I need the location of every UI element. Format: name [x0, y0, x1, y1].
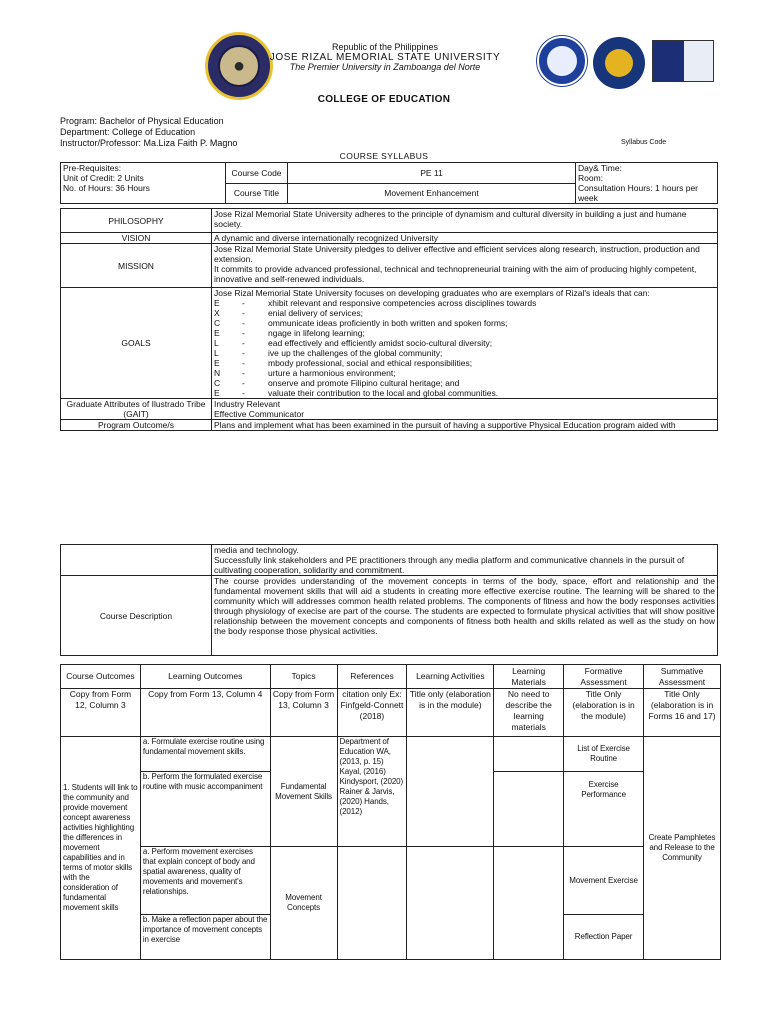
- units-label: Unit of Credit: 2 Units: [63, 173, 144, 183]
- outcomes-subheader-cell: citation only Ex: Finfgeld-Connett (2018): [337, 689, 407, 737]
- continuation-blank: [61, 545, 212, 576]
- goals-list: [214, 298, 715, 398]
- goal-letter: E: [214, 358, 220, 368]
- vmgo-table: [60, 208, 718, 431]
- goal-item: [214, 388, 715, 398]
- gait-label: Graduate Attributes of Ilustrado Tribe (GAIT): [61, 399, 212, 420]
- outcomes-header-cell: Learning Activities: [407, 665, 494, 689]
- goal-text: mbody professional, social and ethical responsibilities;: [268, 358, 473, 368]
- continuation-table: [60, 544, 718, 656]
- mission-label: MISSION: [61, 244, 212, 288]
- course-code-value: PE 11: [288, 163, 576, 184]
- course-description-label: Course Description: [61, 576, 212, 656]
- goal-item: [214, 358, 715, 368]
- syllabus-code-label: Syllabus Code: [621, 139, 667, 146]
- goal-dash: -: [242, 358, 245, 368]
- goal-letter: X: [214, 308, 220, 318]
- goal-dash: -: [242, 318, 245, 328]
- vision-text: A dynamic and diverse internationally recognized University: [212, 233, 718, 244]
- course-syllabus-title: COURSE SYLLABUS: [339, 151, 429, 161]
- goal-item: [214, 318, 715, 328]
- program-line: Program: Bachelor of Physical Education: [60, 116, 224, 126]
- outcomes-header-cell: Topics: [270, 665, 337, 689]
- philosophy-label: PHILOSOPHY: [61, 209, 212, 233]
- goal-item: [214, 308, 715, 318]
- goal-letter: L: [214, 348, 219, 358]
- prereq-label: Pre-Requisites:: [63, 163, 122, 173]
- goal-text: xhibit relevant and responsive competencies across disciplines towards: [268, 298, 537, 308]
- goal-item: [214, 338, 715, 348]
- course-description-text: The course provides understanding of the movement concepts in terms of the body, space, effort and relationship and the fundamental movement skills that will aid a students in creating more effective exercise routine. The learning will be shared to the community which will addresses common health related problems. The components of fitness and how the body responses activities through physiology of execise are part of the course. The students are expected to formulate physical activities that will show positive relationship between the movement concepts and components of fitness both health and skills related as well as the study on how the body response those physical activities.: [212, 576, 718, 656]
- goal-text: enial delivery of services;: [268, 308, 363, 318]
- outcomes-header-cell: Learning Outcomes: [140, 665, 270, 689]
- outcomes-subheader-cell: Title Only (elaboration is in Forms 16 and 17): [644, 689, 721, 737]
- goal-dash: -: [242, 368, 245, 378]
- goal-dash: -: [242, 298, 245, 308]
- goal-item: [214, 328, 715, 338]
- mission-text: [212, 244, 718, 288]
- goal-letter: E: [214, 298, 220, 308]
- course-info-right: [576, 163, 718, 204]
- outcomes-subheader-cell: Copy from Form 12, Column 3: [61, 689, 141, 737]
- iso-certification-logo: [652, 40, 714, 82]
- gait-item-2: Effective Communicator: [214, 409, 305, 419]
- outcomes-subheader-cell: Copy from Form 13, Column 3: [270, 689, 337, 737]
- aacup-logo: [593, 37, 645, 89]
- goal-letter: C: [214, 318, 221, 328]
- goal-dash: -: [242, 388, 245, 398]
- outcomes-subheader-row: [61, 689, 721, 737]
- topic-fundamental: Fundamental Movement Skills: [270, 737, 337, 847]
- goal-text: urture a harmonious environment;: [268, 368, 396, 378]
- goal-dash: -: [242, 348, 245, 358]
- goal-item: [214, 298, 715, 308]
- college-of-education-logo: [537, 36, 587, 86]
- gait-item-1: Industry Relevant: [214, 399, 281, 409]
- goal-text: ommunicate ideas proficiently in both written and spoken forms;: [268, 318, 508, 328]
- course-outcome-cell: 1. Students will link to the community and provide movement concept awareness activities highlighting the differences in movement capabilities and in terms of motor skills with the consideration of fundamental movement skills: [61, 737, 141, 960]
- activities-cell-2: [407, 847, 494, 960]
- formative-movement-exercise: Movement Exercise: [564, 847, 644, 915]
- program-outcome-cont: [212, 545, 718, 576]
- gait-text: [212, 399, 718, 420]
- goal-letter: E: [214, 388, 220, 398]
- goal-dash: -: [242, 308, 245, 318]
- references-cell: Department of Education WA, (2013, p. 15) Kayal, (2016) Kindysport, (2020) Rainer & Jarvis, (2020) Hands, (2012): [337, 737, 407, 847]
- learning-outcome-a1: a. Formulate exercise routine using fundamental movement skills.: [140, 737, 270, 772]
- goal-text: valuate their contribution to the local and global communities.: [268, 388, 499, 398]
- goals-text: [212, 288, 718, 399]
- goal-item: [214, 378, 715, 388]
- outcomes-header-cell: References: [337, 665, 407, 689]
- outcomes-subheader-cell: Title Only (elaboration is in the module): [564, 689, 644, 737]
- formative-exercise-performance: Exercise Performance: [564, 772, 644, 847]
- instructor-line: Instructor/Professor: Ma.Liza Faith P. Magno: [60, 138, 238, 148]
- university-name: JOSE RIZAL MEMORIAL STATE UNIVERSITY: [269, 52, 501, 63]
- outcomes-table: [60, 664, 721, 960]
- goal-letter: E: [214, 328, 220, 338]
- materials-cell-2: [494, 772, 564, 847]
- day-time-label: Day& Time:: [578, 163, 622, 173]
- goal-letter: L: [214, 338, 219, 348]
- program-outcome-text: Plans and implement what has been examined in the pursuit of having a supportive Physical Education program aided with: [212, 420, 718, 431]
- consultation-label: Consultation Hours: 1 hours per week: [578, 183, 699, 203]
- materials-cell-1: [494, 737, 564, 772]
- po-cont-line-1: media and technology.: [214, 545, 299, 555]
- department-line: Department: College of Education: [60, 127, 196, 137]
- republic-line: Republic of the Philippines: [331, 42, 439, 52]
- course-code-label: Course Code: [226, 163, 288, 184]
- goal-letter: C: [214, 378, 221, 388]
- mission-para-1: Jose Rizal Memorial State University pledges to deliver effective and efficient services along research, instruction, production and extension.: [214, 244, 700, 264]
- goal-item: [214, 348, 715, 358]
- outcomes-header-cell: Course Outcomes: [61, 665, 141, 689]
- college-title: COLLEGE OF EDUCATION: [317, 94, 451, 105]
- goal-text: onserve and promote Filipino cultural heritage; and: [268, 378, 460, 388]
- goal-dash: -: [242, 378, 245, 388]
- course-title-value: Movement Enhancement: [288, 183, 576, 204]
- formative-reflection-paper: Reflection Paper: [564, 915, 644, 960]
- outcomes-subheader-cell: Copy from Form 13, Column 4: [140, 689, 270, 737]
- room-label: Room:: [578, 173, 604, 183]
- formative-list-of-exercise: List of Exercise Routine: [564, 737, 644, 772]
- program-outcome-label: Program Outcome/s: [61, 420, 212, 431]
- goals-intro: Jose Rizal Memorial State University focuses on developing graduates who are exemplars of Rizal's ideals that can:: [214, 288, 650, 298]
- course-title-label: Course Title: [226, 183, 288, 204]
- goal-text: ngage in lifelong learning;: [268, 328, 365, 338]
- learning-outcome-b2: b. Make a reflection paper about the importance of movement concepts in exercise: [140, 915, 270, 960]
- goal-dash: -: [242, 328, 245, 338]
- outcomes-subheader-cell: No need to describe the learning materials: [494, 689, 564, 737]
- course-info-table: [60, 162, 718, 204]
- vision-label: VISION: [61, 233, 212, 244]
- goal-dash: -: [242, 338, 245, 348]
- hours-label: No. of Hours: 36 Hours: [63, 183, 150, 193]
- goal-text: ive up the challenges of the global community;: [268, 348, 443, 358]
- philosophy-text: Jose Rizal Memorial State University adheres to the principle of dynamism and cultural diversity in building a just and humane society.: [212, 209, 718, 233]
- learning-outcome-b1: b. Perform the formulated exercise routine with music accompaniment: [140, 772, 270, 847]
- po-cont-line-2: Successfully link stakeholders and PE practitioners through any media platform and communicative channels in the pursuit of cultivating cooperation, solidarity and commitment.: [214, 555, 685, 575]
- outcomes-subheader-cell: Title only (elaboration is in the module): [407, 689, 494, 737]
- outcomes-header-cell: Formative Assessment: [564, 665, 644, 689]
- summative-cell: Create Pamphletes and Release to the Community: [644, 737, 721, 960]
- outcomes-header-row: [61, 665, 721, 689]
- goals-label: GOALS: [61, 288, 212, 399]
- outcomes-header-cell: Summative Assessment: [644, 665, 721, 689]
- materials-cell-3: [494, 847, 564, 960]
- course-info-left: [61, 163, 226, 204]
- references-cell-2: [337, 847, 407, 960]
- university-tagline: The Premier University in Zamboanga del Norte: [289, 62, 481, 72]
- goal-item: [214, 368, 715, 378]
- goal-text: ead effectively and efficiently amidst socio-cultural diversity;: [268, 338, 493, 348]
- university-seal-logo: ●: [205, 32, 273, 100]
- activities-cell-1: [407, 737, 494, 847]
- goal-letter: N: [214, 368, 221, 378]
- topic-movement-concepts: Movement Concepts: [270, 847, 337, 960]
- learning-outcome-a2: a. Perform movement exercises that explain concept of body and spatial awareness, quality of movements and movement's relationships.: [140, 847, 270, 915]
- mission-para-2: It commits to provide advanced professional, technical and technopreneurial training with the aim of producing highly competent, innovative and self-renewed individuals.: [214, 264, 697, 284]
- outcomes-header-cell: Learning Materials: [494, 665, 564, 689]
